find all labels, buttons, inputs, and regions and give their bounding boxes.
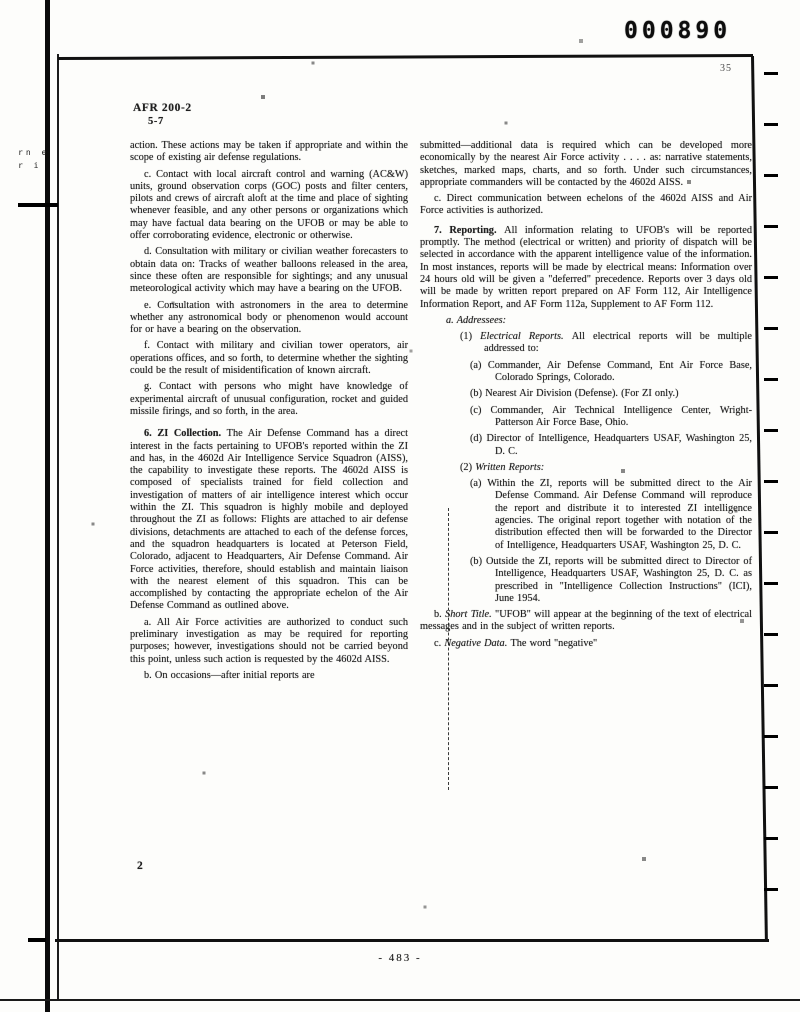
- paragraph-marker: (b): [470, 388, 486, 400]
- paragraph-marker: e.: [144, 299, 158, 311]
- paragraph: (1) Electrical Reports. All electrical reports will be multiple addressed to:: [460, 331, 752, 355]
- paragraph-lead: a. Addressees:: [446, 314, 507, 326]
- paragraph-marker: (1): [460, 331, 481, 343]
- paragraph: [420, 462, 752, 474]
- paragraph-marker: c.: [144, 168, 157, 180]
- paragraph: b. Short Title. "UFOB" will appear at the beginning of the text of electrical messages and in the subject of written reports.: [420, 609, 752, 633]
- footer-page-number: - 483 -: [378, 952, 422, 964]
- paragraph: d. Consultation with military or civilian weather forecasters to obtain data on: Tracks of weather balloons released in the area, since these often are responsible for sightings; and any unusual meteorological activity which may have a bearing on the UFOB.: [130, 246, 408, 295]
- right-text-column: [420, 140, 752, 650]
- paragraph: c. Direct communication between echelons of the 4602d AISS and Air Force activities is authorized.: [420, 193, 752, 217]
- paragraph: (a) Commander, Air Defense Command, Ent Air Force Base, Colorado Springs, Colorado.: [470, 359, 752, 384]
- page-corner-number: 35: [720, 63, 732, 74]
- paragraph-marker: c.: [434, 193, 447, 205]
- paragraph-lead: Negative Data.: [444, 637, 511, 649]
- scan-mark-bottom-left: [28, 938, 46, 942]
- paragraph: [420, 315, 752, 327]
- scan-mark-left: [18, 203, 58, 207]
- paragraph: (b) Outside the ZI, reports will be submitted direct to Director of Intelligence, Headquarters USAF, Washington 25, D. C. as prescribed in "Intelligence Collection Instructions" (ICI), June 1954.: [470, 555, 753, 604]
- margin-bleed-text: [18, 146, 49, 172]
- paragraph: f. Contact with military and civilian tower operators, air operations offices, and so forth, to determine whether the sighting could be the result of misidentification of known aircraft.: [130, 340, 409, 377]
- binder-hole-dashes: [764, 72, 778, 900]
- paragraph-lead: Electrical Reports.: [480, 331, 572, 343]
- paragraph-marker: (b): [470, 555, 486, 567]
- paragraph: (c) Commander, Air Technical Intelligence Center, Wright-Patterson Air Force Base, Ohio.: [470, 404, 752, 428]
- paragraph: e. Consultation with astronomers in the area to determine whether any astronomical body or phenomenon would account for or have a bearing on the observation.: [130, 299, 408, 336]
- paragraph-marker: a.: [144, 616, 157, 628]
- paragraph: (d) Director of Intelligence, Headquarters USAF, Washington 25, D. C.: [470, 433, 752, 457]
- paragraph-marker: c.: [434, 637, 445, 649]
- paragraph-marker: f.: [144, 340, 157, 352]
- page-border-left: [57, 54, 59, 1000]
- margin-bleed-line2: r i: [18, 161, 42, 170]
- paragraph: a. All Air Force activities are authorized to conduct such preliminary investigation as may be required for reporting purposes; however, investigations should not be carried beyond this point, unless such action is requested by the 4602d AISS.: [130, 616, 408, 665]
- page-border-top: [58, 54, 753, 60]
- paragraph-marker: g.: [144, 381, 160, 393]
- paragraph-lead: 6. ZI Collection.: [144, 428, 227, 440]
- paragraph: c. Negative Data. The word "negative": [434, 637, 598, 649]
- paragraph: (a) Within the ZI, reports will be submitted direct to the Air Defense Command. Air Defense Command will reproduce the report and distribute it to interested ZI intelligence agencies. The original report together with notation of the distribution effected then will be forwarded to the Director of Intelligence, Headquarters USAF, Washington 25, D. C.: [470, 478, 752, 551]
- paragraph: submitted—additional data is required which can be developed more economically by the nearest Air Force activity . . . . as: narrative statements, sketches, marked maps, charts, and so forth. Under such circumstances, appropriate commanders will be contacted by the 4602d AISS.: [420, 140, 752, 188]
- paragraph-reference: 5-7: [148, 116, 164, 127]
- paragraph-marker: b.: [144, 669, 155, 681]
- regulation-number: AFR 200-2: [133, 102, 192, 114]
- paragraph-marker: (a): [470, 359, 488, 371]
- margin-bleed-line1: rn e: [18, 148, 50, 157]
- paragraph: action. These actions may be taken if appropriate and within the scope of existing air defense regulations.: [130, 140, 408, 164]
- scan-noise-specks: [0, 0, 2, 2]
- paragraph: 7. Reporting. All information relating to UFOB's will be reported promptly. The method (electrical or written) and priority of dispatch will be selected in accordance with the apparent intelligence value of the information. In most instances, reports will be made by electrical means: Information over 24 hours old will be given a "deferred" precedence. Reports over 3 days old will be made by written report prepared on AF Form 112, Air Intelligence Information Report, and AF Form 112a, Supplement to AF Form 112.: [420, 224, 752, 310]
- scan-bottom-rule: [0, 999, 800, 1001]
- paragraph: b. On occasions—after initial reports are: [144, 669, 315, 681]
- paragraph-lead: Written Reports:: [475, 461, 545, 473]
- paragraph: g. Contact with persons who might have knowledge of experimental aircraft of unusual configuration, rocket and guided missile firings, and so forth, in the area.: [130, 381, 408, 417]
- paragraph: (b) Nearest Air Division (Defense). (For ZI only.): [470, 388, 679, 400]
- paragraph-lead: Short Title.: [445, 609, 496, 621]
- page-border-bottom: [55, 939, 769, 942]
- paragraph-marker: (2): [460, 461, 476, 473]
- paragraph-lead: 7. Reporting.: [434, 224, 505, 236]
- paragraph-marker: b.: [434, 609, 446, 621]
- paragraph: 6. ZI Collection. The Air Defense Command has a direct interest in the facts pertaining to UFOB's reported within the ZI and has, in the 4602d Air Intelligence Service Squadron (AISS), the capability to investigate these reports. The 4602d AISS is composed of specialists trained for field collection and investigation of matters of air intelligence interest which occur within the ZI. This squadron is highly mobile and deployed throughout the ZI as follows: Flights are attached to air defense divisions, detachments are attached to each of the defense forces, and the squadron headquarters is located at Peterson Field, Colorado, adjacent to Headquarters, Air Defense Command. Air Force activities, therefore, should establish and maintain liaison with the nearest element of this squadron. This can be accomplished by contacting the appropriate echelon of the Air Defense Command as outlined above.: [130, 428, 408, 612]
- column-page-number: 2: [137, 860, 143, 872]
- paragraph: c. Contact with local aircraft control and warning (AC&W) units, ground observation corps (GOC) posts and filter centers, pilots and crews of aircraft aloft at the time and place of sighting whenever feasible, and any other persons or organizations which may have factual data bearing on the UFOB or may be able to offer corroborating evidence, electronic or otherwise.: [130, 168, 408, 242]
- document-number-stamp: 000890: [624, 18, 732, 44]
- paragraph-marker: (a): [470, 478, 488, 490]
- document-header: [133, 102, 192, 128]
- paragraph-marker: (c): [470, 404, 491, 416]
- paragraph-marker: d.: [144, 246, 156, 258]
- paragraph-marker: (d): [470, 433, 487, 445]
- left-text-column: [130, 140, 408, 682]
